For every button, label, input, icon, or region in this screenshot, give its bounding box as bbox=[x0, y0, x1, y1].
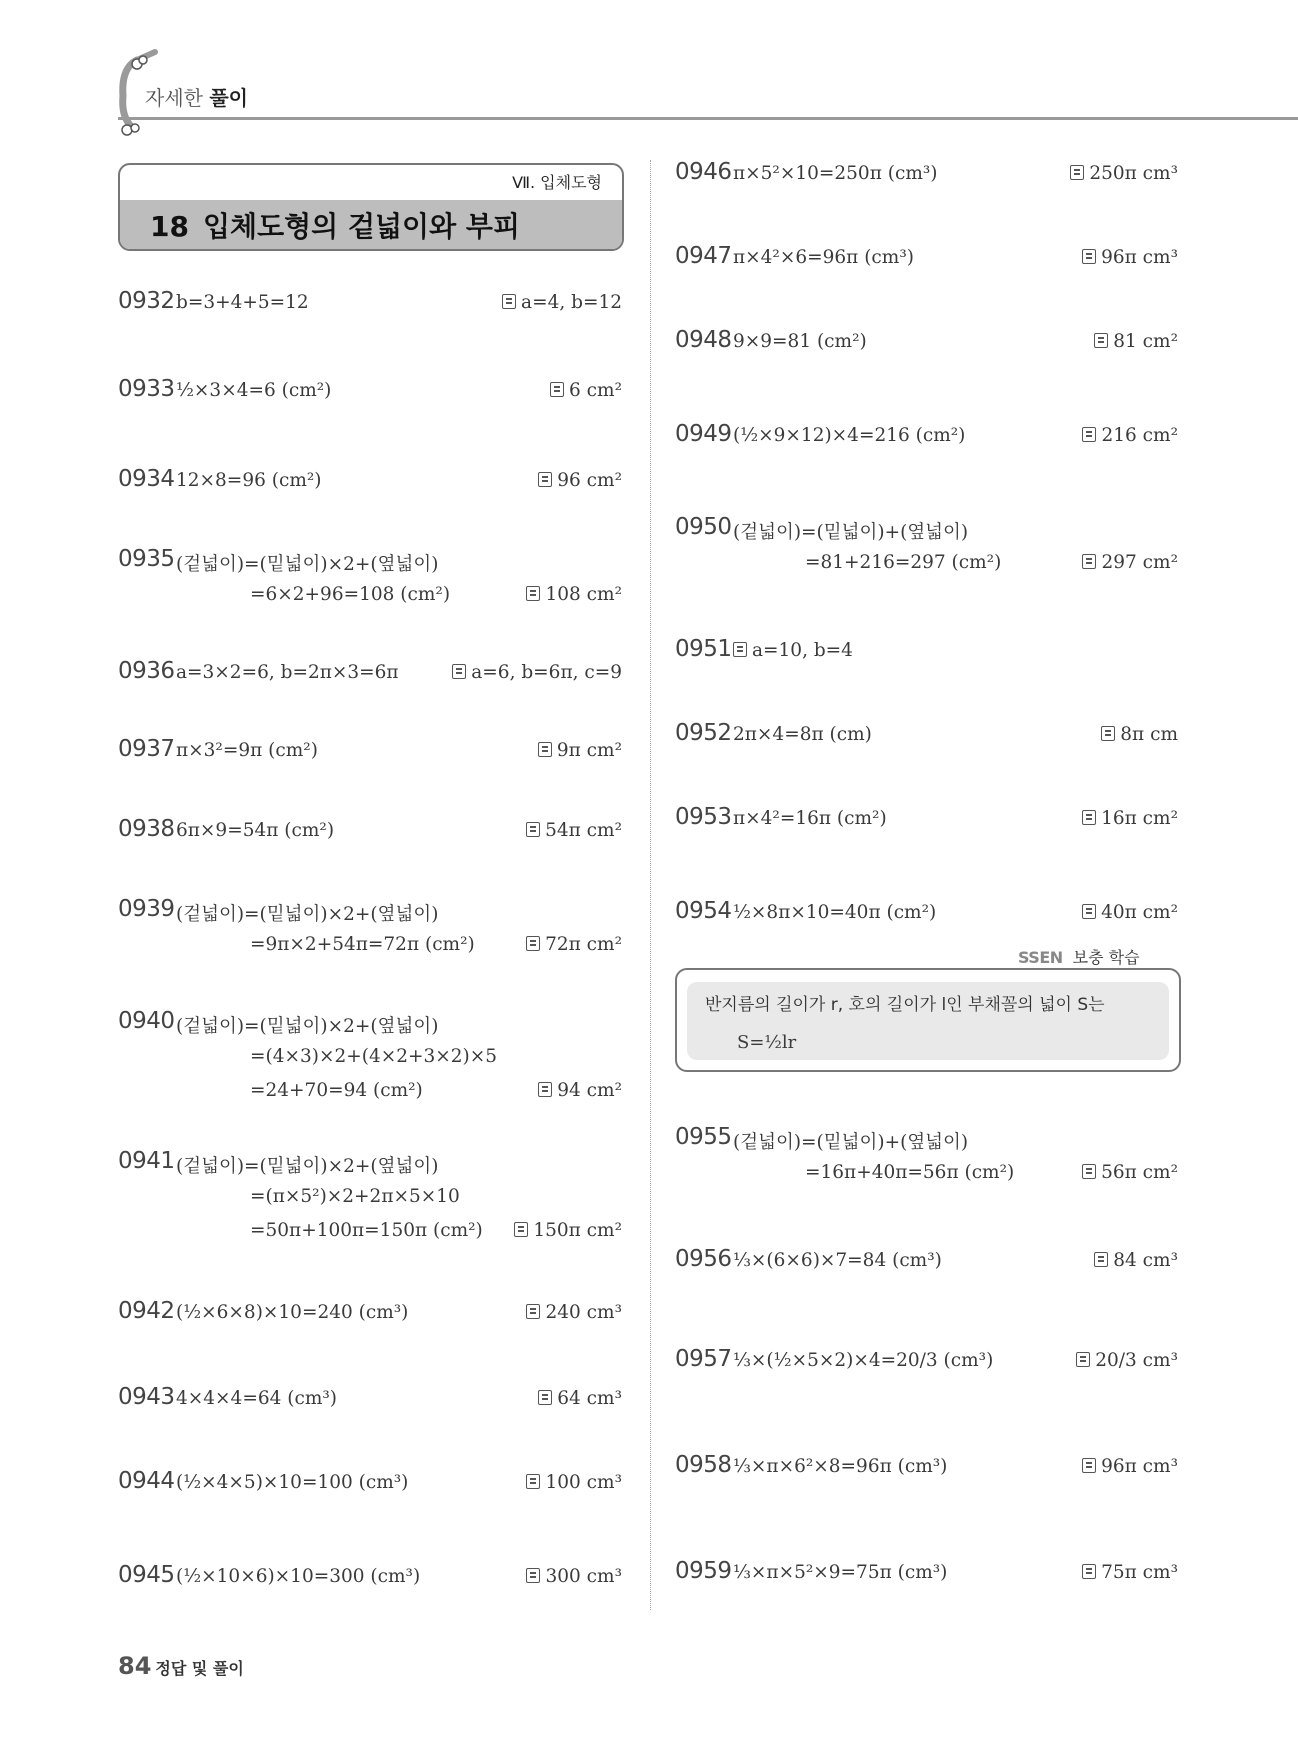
solution-line: ½×8π×10=40π (cm²) bbox=[733, 902, 937, 923]
answer-text: 100 cm³ bbox=[545, 1472, 622, 1493]
problem-number: 0936 bbox=[118, 658, 175, 684]
answer-icon bbox=[538, 1390, 552, 1405]
chapter-box bbox=[118, 163, 624, 251]
problem-number: 0932 bbox=[118, 288, 175, 314]
solution-line: =50π+100π=150π (cm²) bbox=[250, 1220, 483, 1241]
answer-icon bbox=[538, 1082, 552, 1097]
solution-line: b=3+4+5=12 bbox=[176, 292, 309, 313]
problem-number: 0944 bbox=[118, 1468, 175, 1494]
solution-line: (½×6×8)×10=240 (cm³) bbox=[176, 1302, 409, 1323]
answer-icon bbox=[1082, 1458, 1096, 1473]
problem-number: 0938 bbox=[118, 816, 175, 842]
answer-icon bbox=[1101, 726, 1115, 741]
answer bbox=[733, 640, 853, 661]
answer bbox=[1082, 552, 1178, 573]
tip-text: 반지름의 길이가 r, 호의 길이가 l인 부채꼴의 넓이 S는 bbox=[705, 995, 1105, 1015]
problem-number: 0958 bbox=[675, 1452, 732, 1478]
solution-line: 9×9=81 (cm²) bbox=[733, 331, 867, 352]
answer bbox=[526, 1472, 622, 1493]
answer-icon bbox=[526, 1568, 540, 1583]
answer bbox=[526, 1566, 622, 1587]
answer-icon bbox=[1082, 810, 1096, 825]
answer-text: 8π cm bbox=[1120, 724, 1178, 745]
problem-number: 0935 bbox=[118, 546, 175, 572]
answer bbox=[526, 934, 622, 955]
problem-number: 0942 bbox=[118, 1298, 175, 1324]
solution-line: =9π×2+54π=72π (cm²) bbox=[250, 934, 475, 955]
answer bbox=[526, 820, 622, 841]
answer-icon bbox=[538, 472, 552, 487]
tip-header bbox=[1018, 945, 1140, 968]
answer bbox=[538, 1080, 622, 1101]
answer-icon bbox=[1082, 904, 1096, 919]
answer bbox=[1101, 724, 1178, 745]
footer bbox=[118, 1652, 244, 1680]
answer-icon bbox=[733, 642, 747, 657]
answer bbox=[1076, 1350, 1178, 1371]
problem-number: 0934 bbox=[118, 466, 175, 492]
solution-line: =81+216=297 (cm²) bbox=[805, 552, 1002, 573]
problem-number: 0943 bbox=[118, 1384, 175, 1410]
answer-icon bbox=[550, 382, 564, 397]
answer-icon bbox=[1082, 427, 1096, 442]
solution-line: (½×9×12)×4=216 (cm²) bbox=[733, 425, 966, 446]
answer-text: 16π cm² bbox=[1101, 808, 1178, 829]
answer-text: 84 cm³ bbox=[1113, 1250, 1178, 1271]
answer-text: 216 cm² bbox=[1101, 425, 1178, 446]
page-number: 84 bbox=[118, 1652, 152, 1680]
header-title bbox=[145, 82, 248, 111]
problem-number: 0933 bbox=[118, 376, 175, 402]
solution-line: ⅓×π×6²×8=96π (cm³) bbox=[733, 1456, 948, 1477]
solution-line: ⅓×π×5²×9=75π (cm³) bbox=[733, 1562, 948, 1583]
solution-line: (겉넓이)=(밑넓이)+(옆넓이) bbox=[733, 1132, 969, 1153]
answer-text: 54π cm² bbox=[545, 820, 622, 841]
answer bbox=[1082, 425, 1178, 446]
answer bbox=[538, 470, 622, 491]
answer-text: a=10, b=4 bbox=[752, 640, 853, 661]
solution-line: π×5²×10=250π (cm³) bbox=[733, 163, 938, 184]
solution-line: (겉넓이)=(밑넓이)×2+(옆넓이) bbox=[176, 1016, 439, 1037]
answer-text: a=6, b=6π, c=9 bbox=[471, 662, 622, 683]
solution-line: =24+70=94 (cm²) bbox=[250, 1080, 423, 1101]
problem-number: 0950 bbox=[675, 514, 732, 540]
answer bbox=[526, 584, 622, 605]
problem-number: 0940 bbox=[118, 1008, 175, 1034]
answer bbox=[538, 1388, 622, 1409]
solution-line: =(π×5²)×2+2π×5×10 bbox=[250, 1186, 460, 1207]
solution-line: (겉넓이)=(밑넓이)×2+(옆넓이) bbox=[176, 904, 439, 925]
answer bbox=[1082, 1162, 1178, 1183]
solution-line: =6×2+96=108 (cm²) bbox=[250, 584, 451, 605]
answer-icon bbox=[502, 294, 516, 309]
answer-icon bbox=[526, 586, 540, 601]
problem-number: 0941 bbox=[118, 1148, 175, 1174]
answer bbox=[1082, 247, 1178, 268]
problem-number: 0953 bbox=[675, 804, 732, 830]
answer-text: 56π cm² bbox=[1101, 1162, 1178, 1183]
solution-line: (½×4×5)×10=100 (cm³) bbox=[176, 1472, 409, 1493]
answer-text: 94 cm² bbox=[557, 1080, 622, 1101]
answer-icon bbox=[1082, 1164, 1096, 1179]
answer-icon bbox=[452, 664, 466, 679]
problem-number: 0956 bbox=[675, 1246, 732, 1272]
answer-text: 9π cm² bbox=[556, 740, 622, 761]
answer-text: 96π cm³ bbox=[1101, 1456, 1178, 1477]
solution-line: ⅓×(½×5×2)×4=20/3 (cm³) bbox=[733, 1350, 994, 1371]
solution-line: 4×4×4=64 (cm³) bbox=[176, 1388, 337, 1409]
chapter-title-text: 입체도형의 겉넓이와 부피 bbox=[202, 210, 520, 243]
chapter-number: 18 bbox=[150, 210, 189, 243]
answer-text: 300 cm³ bbox=[545, 1566, 622, 1587]
answer bbox=[1082, 808, 1178, 829]
solution-line: 2π×4=8π (cm) bbox=[733, 724, 872, 745]
solution-line: π×3²=9π (cm²) bbox=[176, 740, 318, 761]
problem-number: 0955 bbox=[675, 1124, 732, 1150]
answer bbox=[526, 1302, 622, 1323]
answer-icon bbox=[1082, 554, 1096, 569]
problem-number: 0951 bbox=[675, 636, 732, 662]
chapter-title bbox=[150, 205, 520, 245]
solution-line: 6π×9=54π (cm²) bbox=[176, 820, 335, 841]
answer bbox=[514, 1220, 622, 1241]
solution-line: ½×3×4=6 (cm²) bbox=[176, 380, 332, 401]
tip-formula: S=½lr bbox=[737, 1032, 797, 1053]
answer-text: 20/3 cm³ bbox=[1095, 1350, 1178, 1371]
answer bbox=[538, 740, 622, 761]
answer bbox=[1094, 1250, 1178, 1271]
answer bbox=[1082, 902, 1178, 923]
answer-icon bbox=[526, 1474, 540, 1489]
problem-number: 0952 bbox=[675, 720, 732, 746]
answer-text: 96 cm² bbox=[557, 470, 622, 491]
answer-text: a=4, b=12 bbox=[521, 292, 622, 313]
header-rule bbox=[118, 117, 1298, 120]
solution-line: (겉넓이)=(밑넓이)×2+(옆넓이) bbox=[176, 1156, 439, 1177]
solution-line: π×4²×6=96π (cm³) bbox=[733, 247, 914, 268]
answer-text: 108 cm² bbox=[545, 584, 622, 605]
problem-number: 0946 bbox=[675, 159, 732, 185]
answer bbox=[1094, 331, 1178, 352]
problem-number: 0947 bbox=[675, 243, 732, 269]
answer bbox=[550, 380, 622, 401]
problem-number: 0954 bbox=[675, 898, 732, 924]
answer bbox=[1082, 1562, 1178, 1583]
problem-number: 0948 bbox=[675, 327, 732, 353]
answer bbox=[1070, 163, 1178, 184]
answer-icon bbox=[514, 1222, 528, 1237]
answer-text: 250π cm³ bbox=[1089, 163, 1178, 184]
answer-text: 75π cm³ bbox=[1101, 1562, 1178, 1583]
solution-line: (겉넓이)=(밑넓이)×2+(옆넓이) bbox=[176, 554, 439, 575]
solution-line: (½×10×6)×10=300 (cm³) bbox=[176, 1566, 421, 1587]
answer-icon bbox=[1076, 1352, 1090, 1367]
answer-icon bbox=[526, 1304, 540, 1319]
answer-icon bbox=[1082, 249, 1096, 264]
answer bbox=[452, 662, 622, 683]
answer-icon bbox=[526, 936, 540, 951]
answer-text: 96π cm³ bbox=[1101, 247, 1178, 268]
chapter-unit: Ⅶ. 입체도형 bbox=[512, 173, 602, 192]
answer-icon bbox=[538, 742, 552, 757]
answer bbox=[1082, 1456, 1178, 1477]
answer-text: 64 cm³ bbox=[557, 1388, 622, 1409]
problem-number: 0945 bbox=[118, 1562, 175, 1588]
answer-text: 150π cm² bbox=[533, 1220, 622, 1241]
problem-number: 0957 bbox=[675, 1346, 732, 1372]
problem-number: 0959 bbox=[675, 1558, 732, 1584]
solution-line: π×4²=16π (cm²) bbox=[733, 808, 887, 829]
answer-text: 297 cm² bbox=[1101, 552, 1178, 573]
answer-text: 240 cm³ bbox=[545, 1302, 622, 1323]
solution-line: =(4×3)×2+(4×2+3×2)×5 bbox=[250, 1046, 498, 1067]
solution-line: (겉넓이)=(밑넓이)+(옆넓이) bbox=[733, 522, 969, 543]
footer-label: 정답 및 풀이 bbox=[155, 1659, 244, 1678]
answer-icon bbox=[1070, 165, 1084, 180]
header-title-bold: 풀이 bbox=[209, 86, 248, 110]
solution-line: 12×8=96 (cm²) bbox=[176, 470, 322, 491]
problem-number: 0937 bbox=[118, 736, 175, 762]
problem-number: 0949 bbox=[675, 421, 732, 447]
column-divider bbox=[650, 160, 651, 1610]
answer-text: 72π cm² bbox=[545, 934, 622, 955]
tip-box bbox=[675, 968, 1181, 1072]
answer-text: 81 cm² bbox=[1113, 331, 1178, 352]
tip-inner bbox=[687, 982, 1169, 1060]
solution-line: a=3×2=6, b=2π×3=6π bbox=[176, 662, 399, 683]
header-prefix: 자세한 bbox=[145, 86, 203, 110]
solution-line: ⅓×(6×6)×7=84 (cm³) bbox=[733, 1250, 942, 1271]
answer-text: 6 cm² bbox=[569, 380, 622, 401]
answer-icon bbox=[1094, 333, 1108, 348]
answer bbox=[502, 292, 622, 313]
problem-number: 0939 bbox=[118, 896, 175, 922]
answer-icon bbox=[1094, 1252, 1108, 1267]
solution-line: =16π+40π=56π (cm²) bbox=[805, 1162, 1015, 1183]
answer-icon bbox=[1082, 1564, 1096, 1579]
tip-brand: SSEN bbox=[1018, 948, 1063, 967]
tip-label: 보충 학습 bbox=[1072, 948, 1140, 967]
answer-text: 40π cm² bbox=[1101, 902, 1178, 923]
answer-icon bbox=[526, 822, 540, 837]
